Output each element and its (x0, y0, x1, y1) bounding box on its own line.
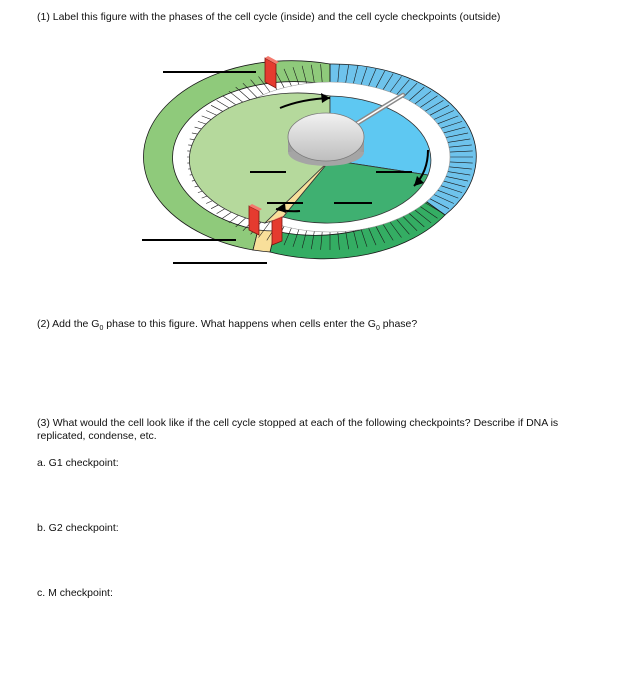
question-1-text: (1) Label this figure with the phases of the cell cycle (inside) and the cell cycle checkpoints (outside) (37, 11, 501, 23)
cell-cycle-figure (0, 0, 632, 300)
question-2-text: (2) Add the $G_0$ phase to this figure. What happens when cells enter the $G_0$ phase? (37, 318, 418, 333)
g1-checkpoint-question: a. G1 checkpoint: (37, 457, 119, 469)
question-3-text: (3) What would the cell look like if the cell cycle stopped at each of the following checkpoints? Describe if DNA is replicated, condense, etc. (37, 417, 559, 442)
g2-checkpoint-question: b. G2 checkpoint: (37, 522, 119, 534)
m-checkpoint-question: c. M checkpoint: (37, 587, 113, 599)
knob-top (288, 113, 364, 161)
